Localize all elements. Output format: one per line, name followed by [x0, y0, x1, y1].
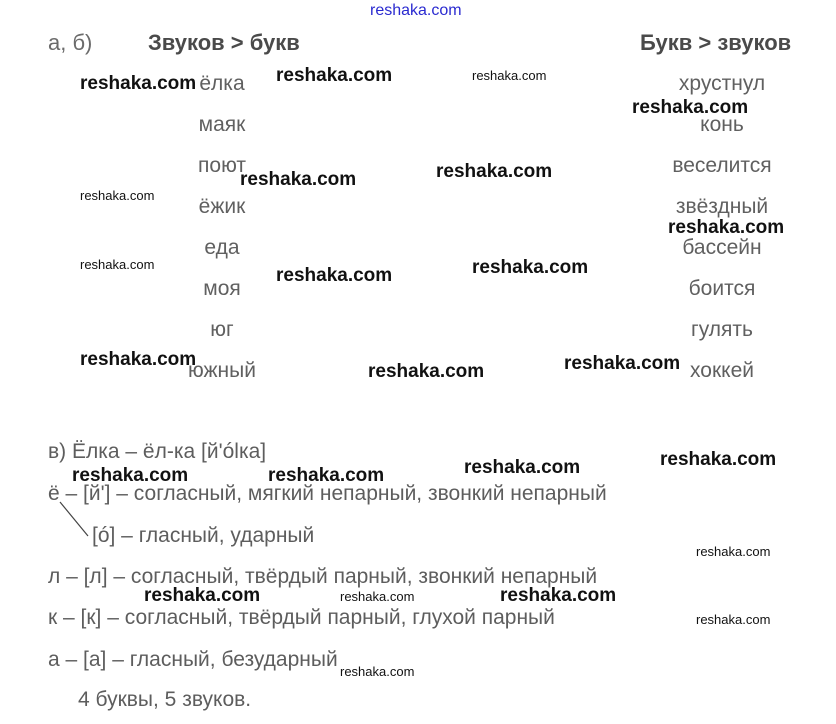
watermark: reshaka.com: [696, 544, 771, 559]
word-right: звёздный: [675, 195, 769, 218]
heading-more-sounds: Звуков > букв: [148, 30, 300, 55]
word-left: ёлка: [199, 72, 245, 95]
analysis-line: [ó] – гласный, ударный: [92, 524, 315, 547]
watermark: reshaka.com: [564, 353, 681, 374]
watermark: reshaka.com: [80, 188, 155, 203]
watermark: reshaka.com: [80, 349, 197, 370]
analysis-line: л – [л] – согласный, твёрдый парный, звонкий непарный: [48, 565, 598, 588]
watermark: reshaka.com: [368, 361, 485, 382]
connector-line: [58, 500, 92, 540]
watermark: reshaka.com: [80, 73, 197, 94]
heading-more-letters: Букв > звуков: [640, 30, 792, 55]
watermark: reshaka.com: [464, 457, 581, 478]
watermark: reshaka.com: [240, 169, 357, 190]
word-right: хрустнул: [678, 72, 766, 95]
analysis-line: к – [к] – согласный, твёрдый парный, глухой парный: [48, 606, 555, 629]
section-label-ab: а, б): [48, 30, 93, 55]
word-right: веселится: [672, 154, 772, 177]
word-left: юг: [210, 318, 234, 341]
analysis-title: в) Ёлка – ёл-ка [й'ólка]: [48, 440, 267, 463]
word-right: бассейн: [682, 236, 762, 259]
analysis-line: ё – [й'] – согласный, мягкий непарный, звонкий непарный: [48, 482, 607, 505]
watermark: reshaka.com: [696, 612, 771, 627]
watermark: reshaka.com: [472, 68, 547, 83]
watermark: reshaka.com: [436, 161, 553, 182]
word-left: маяк: [198, 113, 246, 136]
word-left: поют: [198, 154, 246, 177]
watermark: reshaka.com: [268, 465, 385, 486]
watermark: reshaka.com: [632, 97, 749, 118]
word-right: хоккей: [690, 359, 754, 382]
watermark: reshaka.com: [668, 217, 785, 238]
watermark: reshaka.com: [660, 449, 777, 470]
watermark: reshaka.com: [472, 257, 589, 278]
word-left: моя: [203, 277, 241, 300]
word-right: гулять: [691, 318, 753, 341]
watermark: reshaka.com: [80, 257, 155, 272]
watermark: reshaka.com: [276, 265, 393, 286]
word-left: еда: [204, 236, 240, 259]
word-left: южный: [188, 359, 256, 382]
analysis-line: а – [а] – гласный, безударный: [48, 648, 338, 671]
watermark: reshaka.com: [276, 65, 393, 86]
watermark: reshaka.com: [340, 589, 415, 604]
word-right: боится: [688, 277, 756, 300]
watermark: reshaka.com: [144, 585, 261, 606]
word-left: ёжик: [198, 195, 246, 218]
word-right: конь: [700, 113, 744, 136]
site-link[interactable]: reshaka.com: [370, 2, 462, 19]
analysis-summary: 4 буквы, 5 звуков.: [78, 688, 252, 711]
watermark: reshaka.com: [500, 585, 617, 606]
watermark: reshaka.com: [340, 664, 415, 679]
watermark: reshaka.com: [72, 465, 189, 486]
